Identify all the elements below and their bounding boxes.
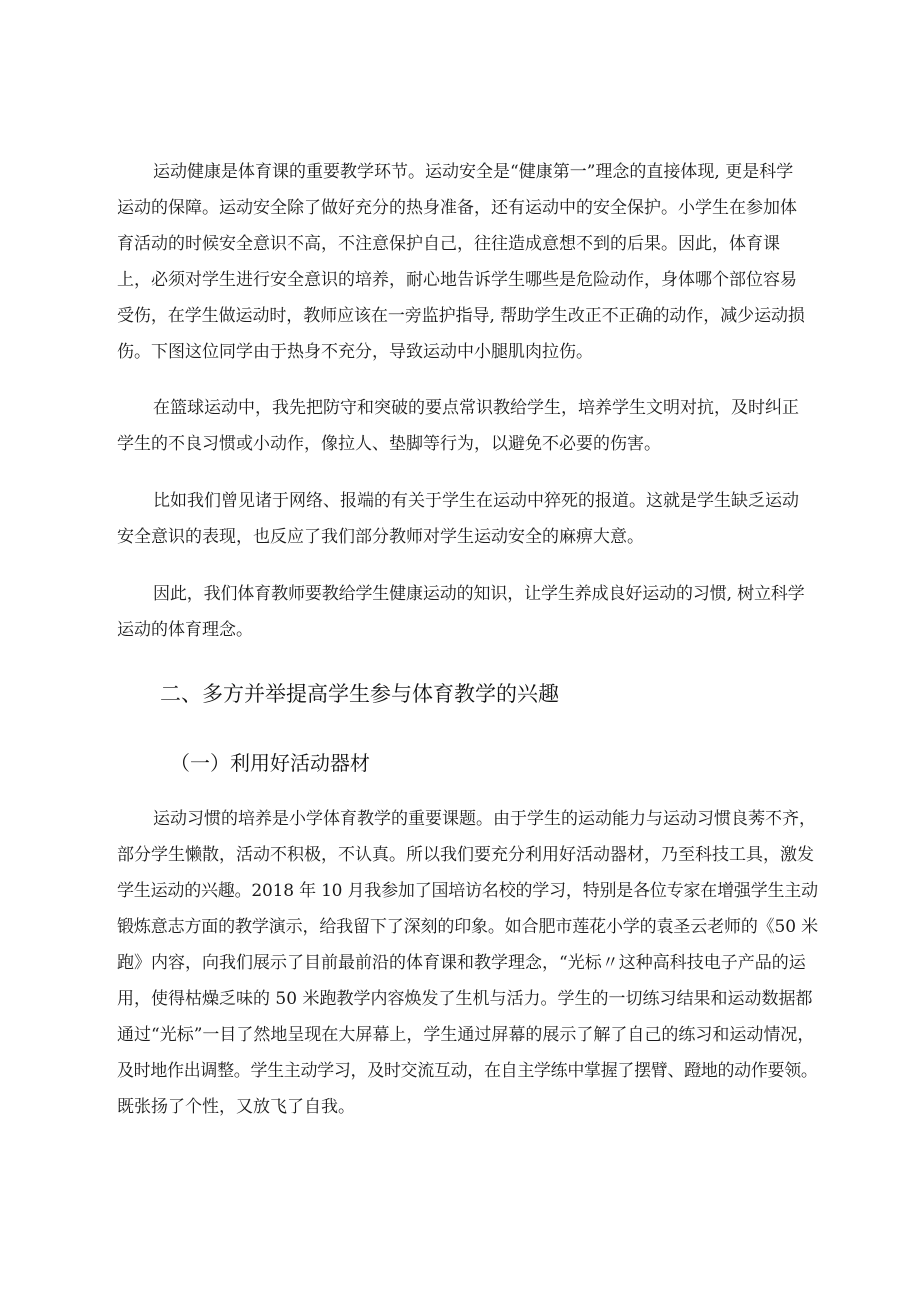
paragraph-line: 伤。下图这位同学由于热身不充分，导致运动中小腿肌肉拉伤。	[117, 342, 593, 362]
paragraph-line: 跑》内容，向我们展示了目前最前沿的体育课和教学理念，“光标〃这种高科技电子产品的运	[117, 953, 806, 973]
paragraph-line: 运动习惯的培养是小学体育教学的重要课题。由于学生的运动能力与运动习惯良莠不齐，	[153, 809, 816, 829]
paragraph-line: 通过“光标”一目了然地呈现在大屏幕上，学生通过屏幕的展示了解了自己的练习和运动情况，	[117, 1025, 815, 1045]
paragraph-line: 用，使得枯燥乏味的 50 米跑教学内容焕发了生机与活力。学生的一切练习结果和运动数据都	[117, 989, 813, 1009]
paragraph-line: 育活动的时候安全意识不高，不注意保护自己，往往造成意想不到的后果。因此，体育课	[117, 234, 780, 254]
paragraph-line: 运动健康是体育课的重要教学环节。运动安全是“健康第一”理念的直接体现, 更是科学	[153, 162, 794, 182]
paragraph-line: 运动的保障。运动安全除了做好充分的热身准备，还有运动中的安全保护。小学生在参加体	[117, 198, 797, 218]
section-heading: 二、多方并举提高学生参与体育教学的兴趣	[160, 682, 559, 706]
paragraph-line: 部分学生懒散，活动不积极，不认真。所以我们要充分利用好活动器材，乃至科技工具，激发	[117, 845, 814, 865]
subsection-heading: （一）利用好活动器材	[170, 751, 370, 775]
paragraph-line: 学生运动的兴趣。2018 年 10 月我参加了国培访名校的学习，特别是各位专家在增强学生主动	[117, 881, 818, 901]
paragraph-line: 在篮球运动中，我先把防守和突破的要点常识教给学生，培养学生文明对抗，及时纠正	[153, 398, 799, 418]
paragraph-line: 锻炼意志方面的教学演示，给我留下了深刻的印象。如合肥市莲花小学的袁圣云老师的《50 米	[117, 917, 819, 937]
paragraph-line: 比如我们曾见诸于网络、报端的有关于学生在运动中猝死的报道。这就是学生缺乏运动	[153, 491, 799, 511]
paragraph-line: 安全意识的表现，也反应了我们部分教师对学生运动安全的麻痹大意。	[117, 527, 644, 547]
paragraph-line: 运动的体育理念。	[117, 620, 253, 640]
paragraph-line: 上，必须对学生进行安全意识的培养，耐心地告诉学生哪些是危险动作，身体哪个部位容易	[117, 270, 797, 290]
paragraph-line: 学生的不良习惯或小动作，像拉人、垫脚等行为，以避免不必要的伤害。	[117, 434, 661, 454]
paragraph-line: 既张扬了个性，又放飞了自我。	[117, 1097, 355, 1117]
paragraph-line: 受伤，在学生做运动时，教师应该在一旁监护指导, 帮助学生改正不正确的动作，减少运动损	[117, 306, 805, 326]
paragraph-line: 及时地作出调整。学生主动学习，及时交流互动，在自主学练中掌握了摆臂、蹬地的动作要领。	[117, 1061, 818, 1081]
paragraph-line: 因此，我们体育教师要教给学生健康运动的知识，让学生养成良好运动的习惯, 树立科学	[153, 584, 805, 604]
